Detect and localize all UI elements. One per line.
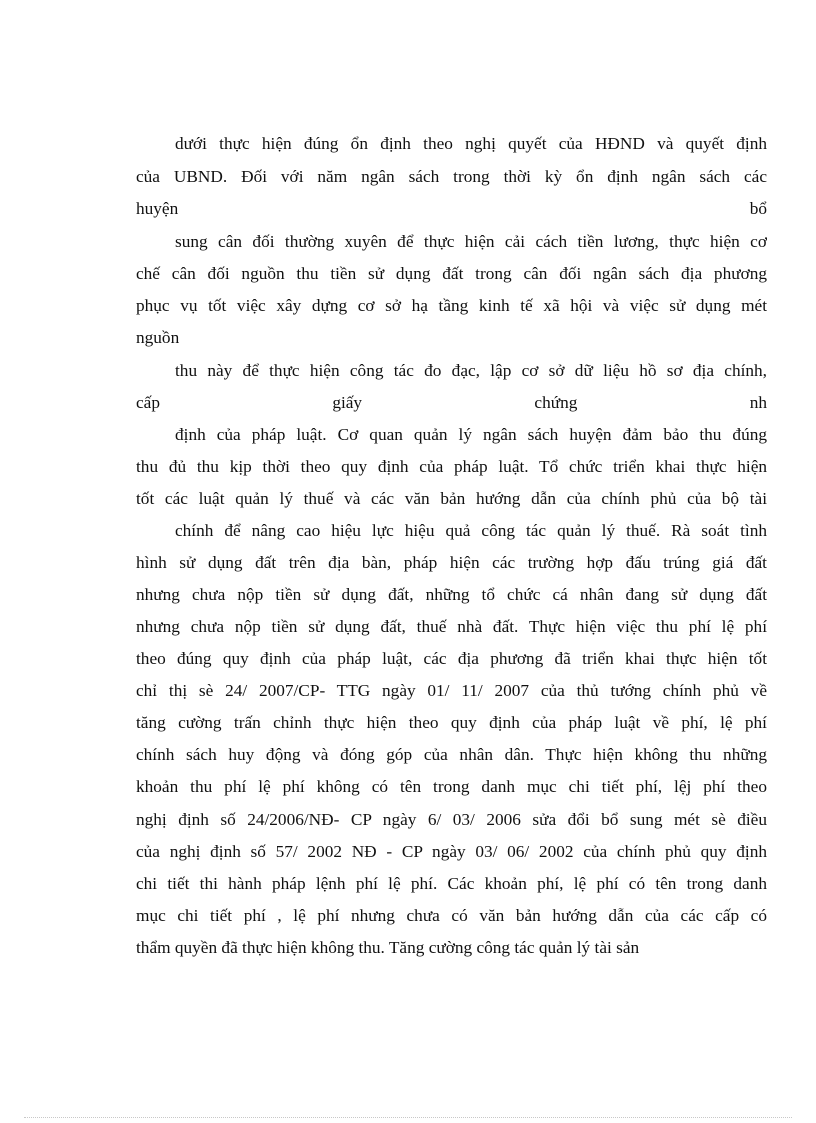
text-line: chế cân đối nguồn thu tiền sử dụng đất trong cân đối ngân sách địa phương (136, 264, 767, 283)
text-line: chính để nâng cao hiệu lực hiệu quả công tác quản lý thuế. Rà soát tình (175, 521, 767, 540)
text-line: chỉ thị sè 24/ 2007/CP- TTG ngày 01/ 11/ 2007 của thủ tướng chính phủ về (136, 681, 767, 700)
text-line: thu đủ thu kịp thời theo quy định của pháp luật. Tổ chức triển khai thực hiện (136, 457, 767, 476)
text-line: cấp giấy chứng nh (136, 393, 767, 412)
text-line: của UBND. Đối với năm ngân sách trong thời kỳ ổn định ngân sách các (136, 167, 767, 186)
text-line: huyện bổ (136, 199, 767, 218)
text-line: nghị định số 24/2006/NĐ- CP ngày 6/ 03/ 2006 sửa đổi bổ sung mét sè điều (136, 810, 767, 829)
text-line: nhưng chưa nộp tiền sử dụng đất, thuế nhà đất. Thực hiện việc thu phí lệ phí (136, 617, 767, 636)
text-line: theo đúng quy định của pháp luật, các địa phương đã triển khai thực hiện tốt (136, 649, 767, 668)
text-line: tăng cường trấn chỉnh thực hiện theo quy định của pháp luật về phí, lệ phí (136, 713, 767, 732)
text-line: của nghị định số 57/ 2002 NĐ - CP ngày 03/ 06/ 2002 của chính phủ quy định (136, 842, 767, 861)
text-line: thẩm quyền đã thực hiện không thu. Tăng cường công tác quản lý tài sản (136, 938, 640, 957)
text-line: chi tiết thi hành pháp lệnh phí lệ phí. Các khoản phí, lệ phí có tên trong danh (136, 874, 767, 893)
text-line: phục vụ tốt việc xây dựng cơ sở hạ tầng kinh tế xã hội và việc sử dụng mét (136, 296, 767, 315)
text-line: mục chi tiết phí , lệ phí nhưng chưa có văn bản hướng dẫn của các cấp có (136, 906, 767, 925)
text-line: khoản thu phí lệ phí không có tên trong danh mục chi tiết phí, lệj phí theo (136, 777, 767, 796)
text-line: định của pháp luật. Cơ quan quản lý ngân sách huyện đảm bảo thu đúng (175, 425, 767, 444)
text-line: dưới thực hiện đúng ổn định theo nghị quyết của HĐND và quyết định (175, 134, 767, 153)
text-line: chính sách huy động và đóng góp của nhân dân. Thực hiện không thu những (136, 745, 767, 764)
text-line: nguồn (136, 328, 180, 347)
text-line: hình sử dụng đất trên địa bàn, pháp hiện các trường hợp đấu trúng giá đất (136, 553, 767, 572)
page-bottom-divider (24, 1117, 792, 1118)
text-line: sung cân đối thường xuyên để thực hiện cải cách tiền lương, thực hiện cơ (175, 232, 767, 251)
text-line: nhưng chưa nộp tiền sử dụng đất, những tổ chức cá nhân đang sử dụng đất (136, 585, 767, 604)
text-line: tốt các luật quản lý thuế và các văn bản hướng dẫn của chính phủ của bộ tài (136, 489, 767, 508)
text-line: thu này để thực hiện công tác đo đạc, lập cơ sở dữ liệu hồ sơ địa chính, (175, 361, 767, 380)
